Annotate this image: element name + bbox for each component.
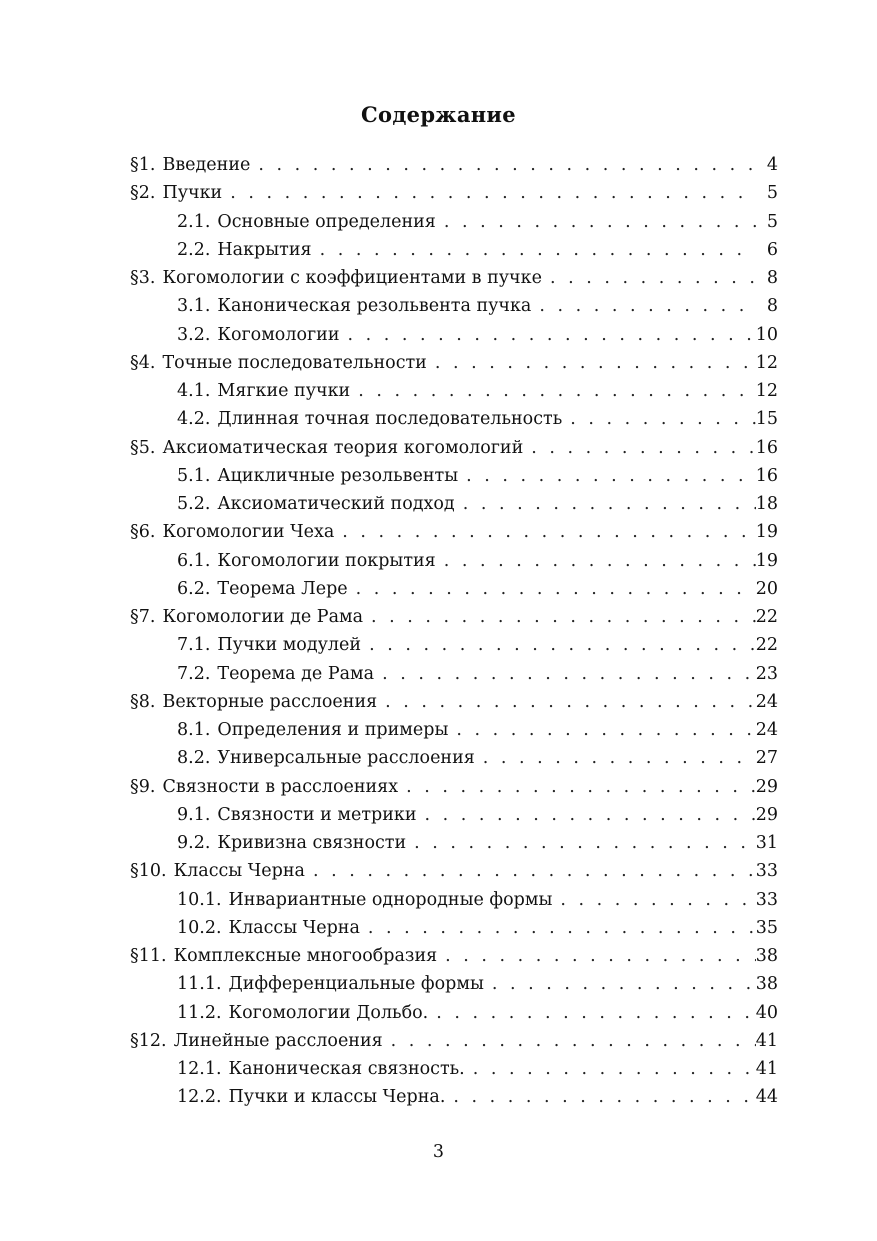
toc-subsection-entry[interactable] xyxy=(130,1083,778,1111)
toc-entry-title: Мягкие пучки xyxy=(217,381,351,401)
toc-entry-title: Когомологии Чеха xyxy=(162,522,335,543)
toc-entry-page: 33 xyxy=(755,861,778,882)
toc-section-entry[interactable] xyxy=(130,179,778,207)
toc-subsection-entry[interactable] xyxy=(130,829,778,857)
toc-entry-title: Классы Черна xyxy=(228,917,360,938)
toc-subsection-entry[interactable] xyxy=(130,490,778,518)
dot-leader xyxy=(523,434,755,462)
toc-entry-title: Ацикличные резольвенты xyxy=(217,465,459,486)
toc-entry-title: Накрытия xyxy=(217,239,312,260)
toc-entry-page: 41 xyxy=(755,1030,778,1051)
toc-entry-page: 18 xyxy=(755,494,778,514)
toc-entry-page: 38 xyxy=(755,974,778,995)
toc-entry-title: Связности в расслоениях xyxy=(162,776,399,797)
toc-entry-title: Когомологии покрытия xyxy=(217,550,436,571)
toc-entry-page: 40 xyxy=(755,1002,778,1023)
toc-subsection-entry[interactable] xyxy=(130,970,778,998)
toc-subsection-entry[interactable] xyxy=(130,236,778,264)
toc-entry-page: 8 xyxy=(766,268,778,288)
dot-leader xyxy=(455,490,756,518)
dot-leader xyxy=(340,321,756,349)
toc-section-entry[interactable] xyxy=(130,773,778,801)
dot-leader xyxy=(542,264,756,292)
dot-leader xyxy=(312,236,756,264)
dot-leader xyxy=(377,688,756,716)
toc-entry-page: 19 xyxy=(755,550,778,571)
toc-entry-number: §3. xyxy=(130,268,156,288)
toc-subsection-entry[interactable] xyxy=(130,660,778,688)
toc-entry-page: 44 xyxy=(755,1087,778,1108)
dot-leader xyxy=(428,999,756,1027)
toc-entry-title: Пучки и классы Черна. xyxy=(228,1087,446,1108)
toc-entry-page: 33 xyxy=(755,889,778,910)
toc-entry-page: 5 xyxy=(766,183,778,204)
toc-entry-page: 29 xyxy=(755,776,778,797)
toc-entry-number: 7.1. xyxy=(177,635,211,656)
toc-entry-title: Комплексные многообразия xyxy=(173,946,438,966)
dot-leader xyxy=(305,857,756,885)
toc-section-entry[interactable] xyxy=(130,1027,778,1055)
toc-entry-title: Введение xyxy=(162,155,251,175)
toc-entry-page: 27 xyxy=(755,748,778,769)
toc-entry-title: Теорема Лере xyxy=(217,578,348,599)
toc-entry-number: 12.2. xyxy=(177,1087,222,1108)
toc-entry-page: 22 xyxy=(755,635,778,656)
toc-subsection-entry[interactable] xyxy=(130,208,778,236)
toc-entry-number: 8.1. xyxy=(177,720,211,740)
toc-subsection-entry[interactable] xyxy=(130,744,778,772)
toc-entry-page: 24 xyxy=(755,691,778,712)
toc-entry-number: 7.2. xyxy=(177,663,211,684)
toc-entry-number: 5.2. xyxy=(177,494,211,514)
toc-section-entry[interactable] xyxy=(130,349,778,377)
toc-subsection-entry[interactable] xyxy=(130,631,778,659)
toc-entry-title: Когомологии xyxy=(217,324,340,345)
page-number: 3 xyxy=(432,1142,445,1162)
dot-leader xyxy=(350,377,756,405)
toc-entry-title: Пучки xyxy=(162,183,223,204)
dot-leader xyxy=(374,660,756,688)
toc-entry-number: §8. xyxy=(130,691,156,712)
dot-leader xyxy=(360,914,756,942)
toc-entry-title: Когомологии де Рама xyxy=(162,607,364,627)
toc-entry-page: 6 xyxy=(766,239,778,260)
toc-subsection-entry[interactable] xyxy=(130,999,778,1027)
toc-entry-number: §11. xyxy=(130,946,167,966)
toc-entry-title: Универсальные расслоения xyxy=(217,748,475,769)
toc-entry-title: Дифференциальные формы xyxy=(228,974,484,995)
toc-entry-title: Аксиоматический подход xyxy=(217,494,455,514)
toc-entry-page: 20 xyxy=(755,578,778,599)
toc-entry-number: §9. xyxy=(130,776,156,797)
toc-entry-page: 19 xyxy=(755,522,778,543)
dot-leader xyxy=(363,603,756,631)
toc-entry-title: Линейные расслоения xyxy=(173,1030,383,1051)
toc-entry-title: Основные определения xyxy=(217,211,436,232)
toc-entry-title: Когомологии с коэффициентами в пучке xyxy=(162,268,542,288)
toc-entry-number: 6.1. xyxy=(177,550,211,571)
toc-entry-number: 3.2. xyxy=(177,324,211,345)
toc-entry-page: 24 xyxy=(755,720,778,740)
toc-subsection-entry[interactable] xyxy=(130,716,778,744)
toc-entry-number: §4. xyxy=(130,352,156,373)
toc-entry-number: 4.2. xyxy=(177,409,211,430)
dot-leader xyxy=(383,1027,756,1055)
toc-entry-number: §10. xyxy=(130,861,167,882)
toc-section-entry[interactable] xyxy=(130,603,778,631)
dot-leader xyxy=(427,349,756,377)
table-of-contents xyxy=(130,151,778,1112)
toc-entry-page: 31 xyxy=(755,833,778,853)
dot-leader xyxy=(562,405,755,433)
toc-entry-title: Кривизна связности xyxy=(217,833,407,853)
toc-entry-title: Аксиоматическая теория когомологий xyxy=(162,437,524,458)
toc-section-entry[interactable] xyxy=(130,518,778,546)
toc-entry-title: Теорема де Рама xyxy=(217,663,375,684)
toc-entry-number: 8.2. xyxy=(177,748,211,769)
toc-entry-page: 16 xyxy=(755,437,778,458)
toc-entry-number: 9.1. xyxy=(177,804,211,825)
toc-subsection-entry[interactable] xyxy=(130,547,778,575)
toc-entry-number: 12.1. xyxy=(177,1059,222,1079)
toc-entry-number: 10.2. xyxy=(177,917,222,938)
toc-entry-title: Когомологии Дольбо. xyxy=(228,1002,429,1023)
dot-leader xyxy=(475,744,756,772)
toc-subsection-entry[interactable] xyxy=(130,1055,778,1083)
toc-subsection-entry[interactable] xyxy=(130,886,778,914)
toc-entry-number: 9.2. xyxy=(177,833,211,853)
toc-entry-number: 3.1. xyxy=(177,296,211,317)
toc-entry-number: §12. xyxy=(130,1030,167,1051)
toc-entry-number: 6.2. xyxy=(177,578,211,599)
toc-entry-title: Инвариантные однородные формы xyxy=(228,889,553,910)
toc-entry-number: 2.1. xyxy=(177,211,211,232)
toc-entry-title: Пучки модулей xyxy=(217,635,362,656)
toc-section-entry[interactable] xyxy=(130,857,778,885)
toc-entry-page: 12 xyxy=(755,381,778,401)
dot-leader xyxy=(250,151,756,179)
toc-entry-title: Каноническая связность. xyxy=(228,1059,465,1079)
dot-leader xyxy=(437,942,756,970)
dot-leader xyxy=(436,208,756,236)
toc-subsection-entry[interactable] xyxy=(130,801,778,829)
dot-leader xyxy=(348,575,756,603)
toc-section-entry[interactable] xyxy=(130,688,778,716)
page-title: Содержание xyxy=(361,102,516,128)
toc-entry-page: 22 xyxy=(755,607,778,627)
toc-subsection-entry[interactable] xyxy=(130,405,778,433)
toc-entry-number: §1. xyxy=(130,155,156,175)
toc-entry-number: §2. xyxy=(130,183,156,204)
dot-leader xyxy=(398,773,756,801)
toc-entry-page: 10 xyxy=(755,324,778,345)
dot-leader xyxy=(406,829,756,857)
dot-leader xyxy=(361,631,756,659)
toc-entry-page: 12 xyxy=(755,352,778,373)
dot-leader xyxy=(458,462,756,490)
toc-subsection-entry[interactable] xyxy=(130,377,778,405)
toc-entry-number: 10.1. xyxy=(177,889,222,910)
dot-leader xyxy=(465,1055,756,1083)
toc-entry-number: §5. xyxy=(130,437,156,458)
toc-entry-page: 41 xyxy=(755,1059,778,1079)
toc-subsection-entry[interactable] xyxy=(130,321,778,349)
dot-leader xyxy=(445,1083,755,1111)
toc-entry-number: §6. xyxy=(130,522,156,543)
toc-entry-title: Точные последовательности xyxy=(162,352,427,373)
toc-subsection-entry[interactable] xyxy=(130,914,778,942)
toc-entry-page: 5 xyxy=(766,211,778,232)
toc-entry-title: Каноническая резольвента пучка xyxy=(217,296,532,317)
dot-leader xyxy=(531,292,756,320)
toc-entry-title: Длинная точная последовательность xyxy=(217,409,563,430)
dot-leader xyxy=(417,801,756,829)
toc-entry-title: Определения и примеры xyxy=(217,720,449,740)
toc-entry-number: 11.1. xyxy=(177,974,222,995)
toc-entry-title: Связности и метрики xyxy=(217,804,417,825)
toc-subsection-entry[interactable] xyxy=(130,462,778,490)
toc-entry-page: 16 xyxy=(755,465,778,486)
toc-entry-number: 5.1. xyxy=(177,465,211,486)
toc-section-entry[interactable] xyxy=(130,151,778,179)
dot-leader xyxy=(484,970,756,998)
toc-section-entry[interactable] xyxy=(130,434,778,462)
toc-subsection-entry[interactable] xyxy=(130,292,778,320)
toc-section-entry[interactable] xyxy=(130,942,778,970)
toc-entry-number: 11.2. xyxy=(177,1002,222,1023)
toc-entry-title: Классы Черна xyxy=(173,861,305,882)
toc-entry-page: 15 xyxy=(755,409,778,430)
dot-leader xyxy=(334,518,755,546)
toc-entry-page: 35 xyxy=(755,917,778,938)
toc-entry-page: 23 xyxy=(755,663,778,684)
toc-entry-page: 8 xyxy=(766,296,778,317)
toc-entry-number: 2.2. xyxy=(177,239,211,260)
toc-entry-title: Векторные расслоения xyxy=(162,691,378,712)
toc-entry-page: 38 xyxy=(755,946,778,966)
dot-leader xyxy=(436,547,756,575)
toc-subsection-entry[interactable] xyxy=(130,575,778,603)
dot-leader xyxy=(448,716,755,744)
toc-entry-number: 4.1. xyxy=(177,381,211,401)
dot-leader xyxy=(222,179,756,207)
toc-entry-number: §7. xyxy=(130,607,156,627)
toc-entry-page: 4 xyxy=(766,155,778,175)
toc-section-entry[interactable] xyxy=(130,264,778,292)
dot-leader xyxy=(552,886,755,914)
toc-entry-page: 29 xyxy=(755,804,778,825)
